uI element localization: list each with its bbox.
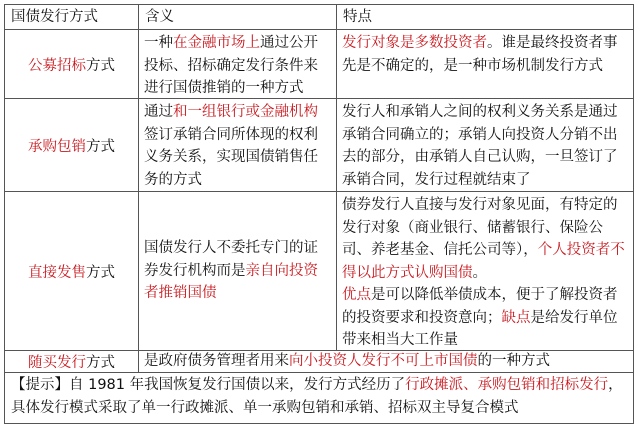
row2-feature — [337, 99, 633, 191]
method-suffix: 方式 — [86, 57, 115, 74]
text-run: 签订承销合同所体现的权利义务关系，实现国债销售任务的方式 — [144, 126, 318, 188]
tip-label: 【提示】 — [11, 377, 69, 393]
method-suffix: 方式 — [86, 138, 115, 155]
highlight-run: 和一组银行或金融机构 — [173, 104, 318, 120]
row-method-underwriting — [5, 99, 138, 191]
text-run: 债券发行人直接与发行对象见面，有特定的发行对象（商业银行、储蓄银行、保险公司、养老基金、信托公司等）， — [342, 197, 618, 258]
highlight-run: 优点 — [342, 287, 371, 303]
method-suffix: 方式 — [86, 355, 115, 371]
highlight-run: 缺点 — [501, 309, 531, 326]
text-run: ，具体发行模式采取了单一行政摊派、单一承购包销和承销、招标双主导复合模式 — [11, 377, 623, 416]
row-method-direct-sale — [5, 192, 138, 350]
highlight-run: 行政摊派、承购包销和招标发行 — [405, 377, 609, 393]
header-method: 国债发行方式 — [11, 9, 98, 25]
highlight-run: 在金融市场上 — [173, 35, 260, 51]
text-run: 的一种方式 — [477, 353, 550, 369]
text-run: 通过 — [144, 104, 173, 120]
row2-meaning — [139, 99, 336, 191]
highlight-run: 个人投资者不得以此方式认购国债 — [342, 242, 625, 281]
text-run: 是可以降低举债成本，便于了解投资者的投资要求和投资意向； — [342, 287, 618, 326]
text-run: 国债发行人不委托专门的证券发行机构而是 — [144, 240, 318, 279]
row-method-on-demand — [5, 351, 138, 372]
method-name: 公募招标 — [28, 57, 86, 74]
method-name: 随买发行 — [28, 355, 86, 371]
row4-combined — [139, 351, 633, 372]
header-feature: 特点 — [343, 9, 372, 25]
text-run: 。 — [472, 264, 487, 281]
text-run: 是政府债务管理者用来 — [144, 353, 289, 369]
text-run: 通过公开投标、招标确定发行条件来进行国债推销的一种方式 — [144, 35, 318, 96]
text-run: 一种 — [144, 35, 173, 51]
tip-note — [5, 373, 633, 423]
text-run: 是给发行单位带来相当大工作量 — [342, 309, 618, 348]
row1-feature — [337, 30, 633, 98]
row3-meaning-text — [144, 237, 331, 305]
highlight-run: 发行对象是多数投资者 — [342, 35, 487, 51]
method-name: 承购包销 — [28, 138, 86, 155]
text-run: 。谁是最终投资者事先是不确定的，是一种市场机制发行方式 — [342, 35, 618, 74]
highlight-run: 向小投资人发行不可上市国债 — [289, 353, 478, 369]
highlight-run: 亲自向投资者推销国债 — [144, 262, 318, 302]
method-suffix: 方式 — [86, 264, 115, 281]
row-method-public-tender — [5, 30, 138, 98]
row1-meaning — [139, 30, 336, 98]
row3-meaning — [139, 192, 336, 350]
text-run: 自 1981 年我国恢复发行国债以来，发行方式经历了 — [69, 377, 406, 393]
method-name: 直接发售 — [28, 264, 86, 281]
text-run: 发行人和承销人之间的权利义务关系是通过承销合同确立的；承销人向投资人分销不出去的部分，由承销人自己认购，一旦签订了承销合同，发行过程就结束了 — [342, 104, 618, 188]
header-meaning: 含义 — [145, 9, 174, 25]
row3-feature — [337, 192, 633, 350]
